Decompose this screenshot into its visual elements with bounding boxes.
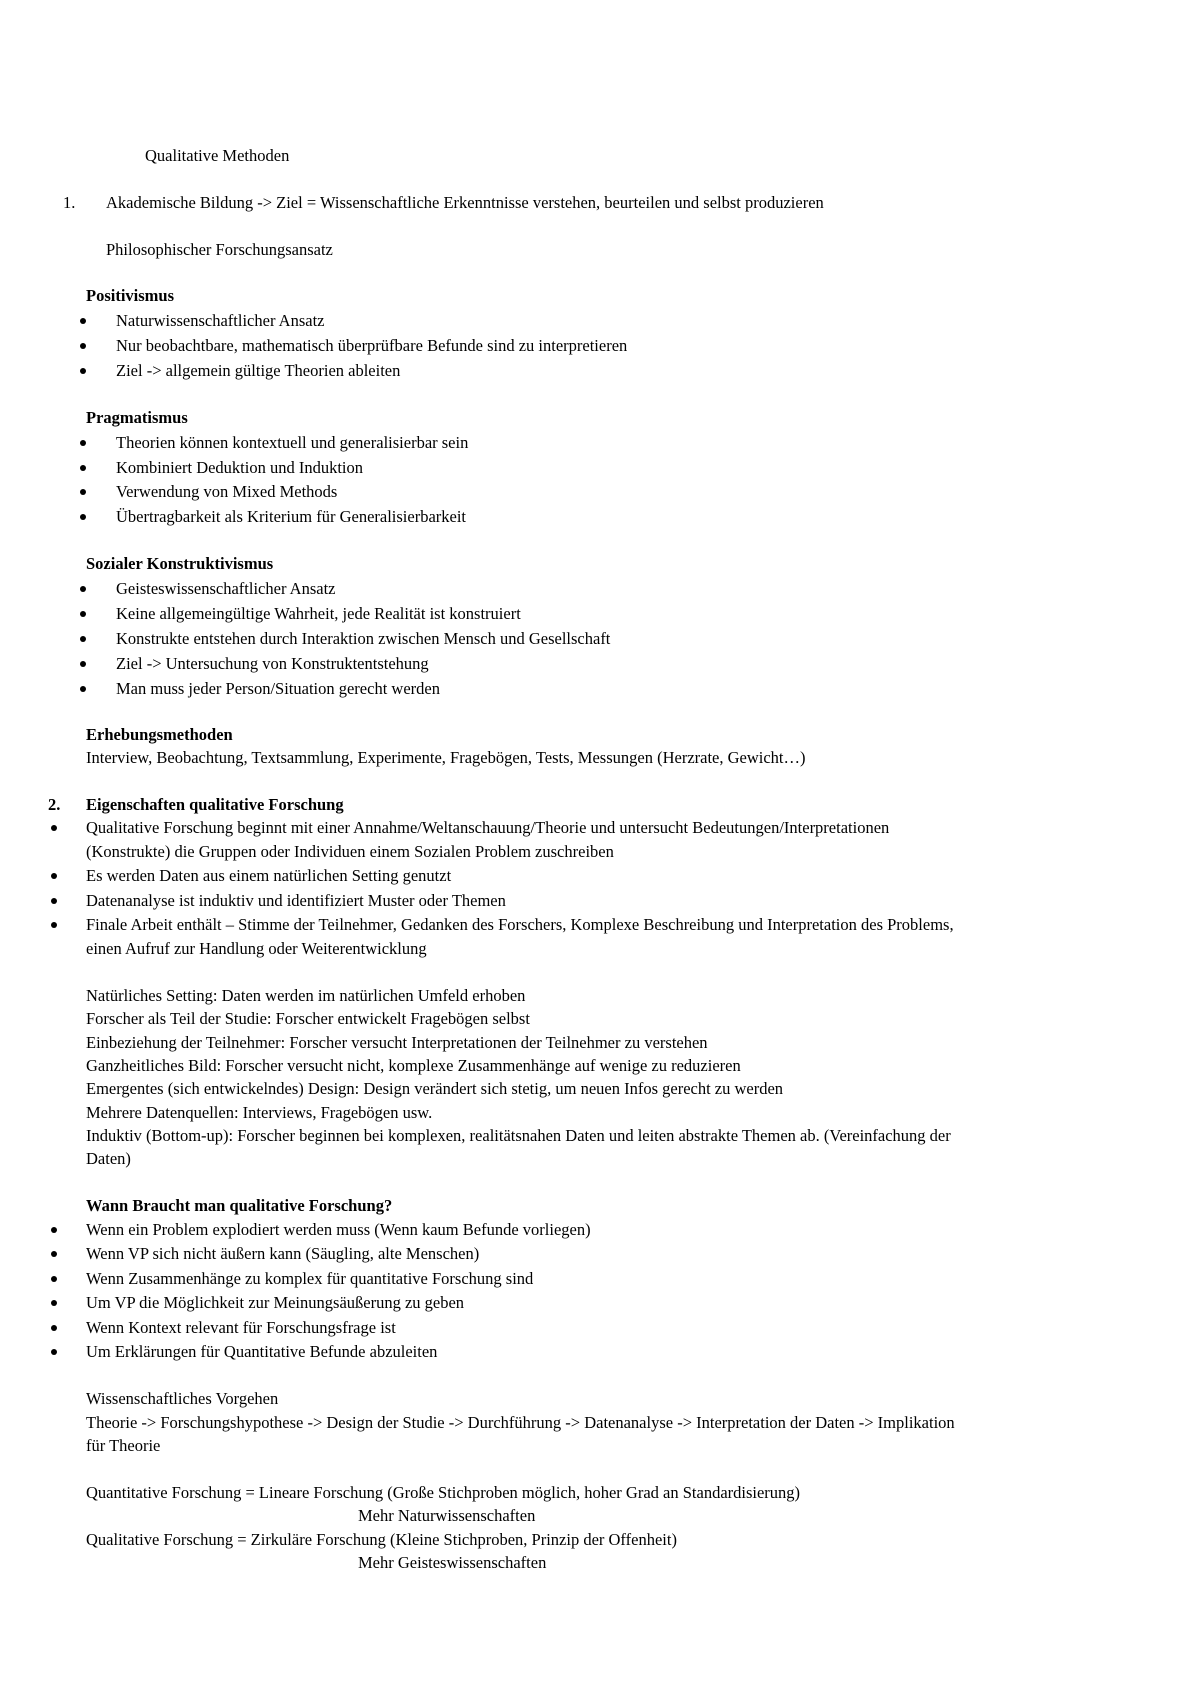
subheading: Philosophischer Forschungsansatz [106, 240, 333, 259]
bullet-icon [80, 465, 86, 471]
list-item: Keine allgemeingültige Wahrheit, jede Realität ist konstruiert [116, 604, 521, 623]
erhebung-heading: Erhebungsmethoden [86, 725, 233, 744]
bullet-icon [51, 922, 57, 928]
list-item: Es werden Daten aus einem natürlichen Setting genutzt [86, 866, 452, 885]
list-item: Kombiniert Deduktion und Induktion [116, 458, 364, 477]
bullet-icon [80, 686, 86, 692]
wann-heading: Wann Braucht man qualitative Forschung? [86, 1196, 393, 1215]
list-item: Man muss jeder Person/Situation gerecht werden [116, 679, 440, 698]
feature-line: Einbeziehung der Teilnehmer: Forscher versucht Interpretationen der Teilnehmer zu verstehen [86, 1033, 708, 1052]
vorgehen-heading: Wissenschaftliches Vorgehen [86, 1389, 279, 1408]
bullet-icon [51, 1349, 57, 1355]
feature-line: Mehrere Datenquellen: Interviews, Fragebögen usw. [86, 1103, 433, 1122]
bullet-icon [80, 368, 86, 374]
list-item: Um VP die Möglichkeit zur Meinungsäußerung zu geben [86, 1293, 465, 1312]
bullet-icon [80, 489, 86, 495]
qual-subline: Mehr Geisteswissenschaften [358, 1553, 547, 1572]
bullet-icon [51, 825, 57, 831]
bullet-icon [80, 611, 86, 617]
positivismus-heading: Positivismus [86, 286, 175, 305]
konstruktivismus-heading: Sozialer Konstruktivismus [86, 554, 274, 573]
list-item: Finale Arbeit enthält – Stimme der Teilnehmer, Gedanken des Forschers, Komplexe Beschreibung und Interpretation des Problems, [86, 915, 954, 934]
list-item: Theorien können kontextuell und generalisierbar sein [116, 433, 469, 452]
bullet-icon [51, 1276, 57, 1282]
list-item-continuation: einen Aufruf zur Handlung oder Weiterentwicklung [86, 939, 427, 958]
bullet-icon [51, 898, 57, 904]
bullet-icon [80, 586, 86, 592]
bullet-icon [51, 1251, 57, 1257]
bullet-icon [80, 661, 86, 667]
list-item: Verwendung von Mixed Methods [116, 482, 338, 501]
section-heading: Eigenschaften qualitative Forschung [86, 795, 344, 814]
vorgehen-line: Theorie -> Forschungshypothese -> Design der Studie -> Durchführung -> Datenanalyse -> Interpretation der Daten -> Implikation [86, 1413, 955, 1432]
list-item: Konstrukte entstehen durch Interaktion zwischen Mensch und Gesellschaft [116, 629, 611, 648]
bullet-icon [51, 1227, 57, 1233]
bullet-icon [51, 1325, 57, 1331]
list-item: Übertragbarkeit als Kriterium für Generalisierbarkeit [116, 507, 467, 526]
section-number: 2. [48, 795, 61, 814]
feature-line: Emergentes (sich entwickelndes) Design: Design verändert sich stetig, um neuen Infos gerecht zu werden [86, 1079, 784, 1098]
feature-line: Natürliches Setting: Daten werden im natürlichen Umfeld erhoben [86, 986, 526, 1005]
list-item: Wenn ein Problem explodiert werden muss (Wenn kaum Befunde vorliegen) [86, 1220, 591, 1239]
feature-line: Induktiv (Bottom-up): Forscher beginnen bei komplexen, realitätsnahen Daten und leiten abstrakte Themen ab. (Vereinfachung der [86, 1126, 951, 1145]
section-heading: Akademische Bildung -> Ziel = Wissenschaftliche Erkenntnisse verstehen, beurteilen und selbst produzieren [106, 193, 824, 212]
vorgehen-line-continuation: für Theorie [86, 1436, 161, 1455]
page-title: Qualitative Methoden [145, 146, 290, 165]
list-item: Nur beobachtbare, mathematisch überprüfbare Befunde sind zu interpretieren [116, 336, 628, 355]
list-item-continuation: (Konstrukte) die Gruppen oder Individuen einem Sozialen Problem zuschreiben [86, 842, 614, 861]
bullet-icon [80, 318, 86, 324]
bullet-icon [51, 873, 57, 879]
feature-line-continuation: Daten) [86, 1149, 131, 1168]
list-item: Ziel -> Untersuchung von Konstruktentstehung [116, 654, 429, 673]
list-item: Um Erklärungen für Quantitative Befunde abzuleiten [86, 1342, 438, 1361]
bullet-icon [51, 1300, 57, 1306]
section-number: 1. [63, 193, 76, 212]
bullet-icon [80, 343, 86, 349]
erhebung-text: Interview, Beobachtung, Textsammlung, Experimente, Fragebögen, Tests, Messungen (Herzrate, Gewicht…) [86, 748, 806, 767]
list-item: Naturwissenschaftlicher Ansatz [116, 311, 325, 330]
list-item: Qualitative Forschung beginnt mit einer Annahme/Weltanschauung/Theorie und untersucht Bedeutungen/Interpretationen [86, 818, 890, 837]
feature-line: Forscher als Teil der Studie: Forscher entwickelt Fragebögen selbst [86, 1009, 530, 1028]
list-item: Geisteswissenschaftlicher Ansatz [116, 579, 336, 598]
list-item: Wenn Zusammenhänge zu komplex für quantitative Forschung sind [86, 1269, 534, 1288]
bullet-icon [80, 514, 86, 520]
list-item: Wenn Kontext relevant für Forschungsfrage ist [86, 1318, 396, 1337]
feature-line: Ganzheitliches Bild: Forscher versucht nicht, komplexe Zusammenhänge auf wenige zu reduzieren [86, 1056, 741, 1075]
quant-line: Quantitative Forschung = Lineare Forschung (Große Stichproben möglich, hoher Grad an Standardisierung) [86, 1483, 801, 1502]
bullet-icon [80, 636, 86, 642]
list-item: Wenn VP sich nicht äußern kann (Säugling, alte Menschen) [86, 1244, 480, 1263]
pragmatismus-heading: Pragmatismus [86, 408, 188, 427]
quant-subline: Mehr Naturwissenschaften [358, 1506, 536, 1525]
list-item: Ziel -> allgemein gültige Theorien ableiten [116, 361, 401, 380]
bullet-icon [80, 440, 86, 446]
list-item: Datenanalyse ist induktiv und identifiziert Muster oder Themen [86, 891, 506, 910]
qual-line: Qualitative Forschung = Zirkuläre Forschung (Kleine Stichproben, Prinzip der Offenheit) [86, 1530, 677, 1549]
